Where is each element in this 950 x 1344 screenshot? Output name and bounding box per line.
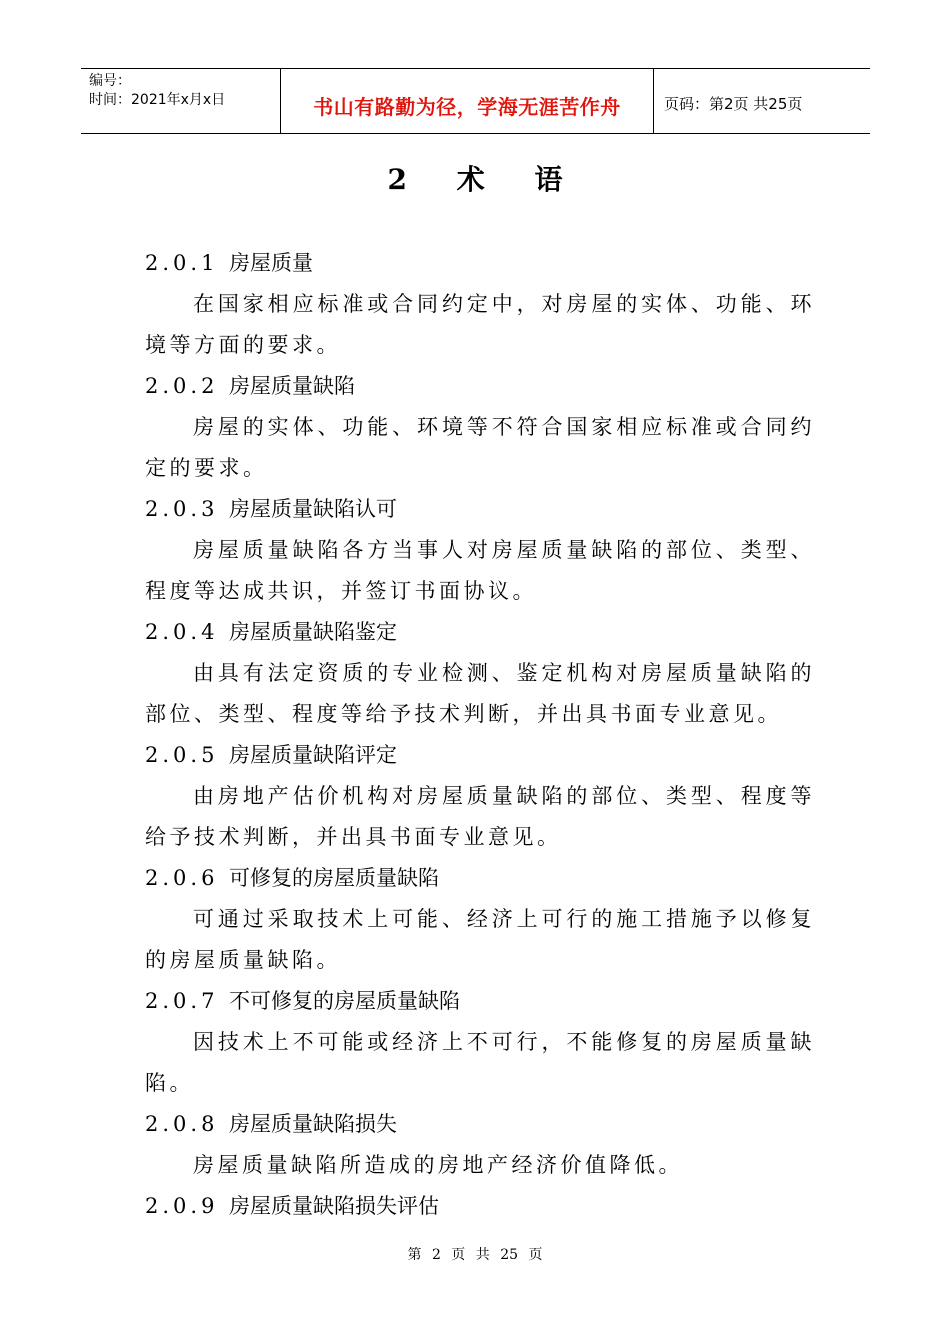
term-block: [145, 243, 815, 366]
term-heading: [145, 1186, 815, 1227]
term-number: 2.0.4: [145, 620, 219, 644]
term-heading: [145, 243, 815, 284]
term-definition: 由具有法定资质的专业检测、鉴定机构对房屋质量缺陷的部位、类型、程度等给予技术判断，并出具书面专业意见。: [145, 661, 815, 726]
term-number: 2.0.1: [145, 251, 219, 275]
header-page-cell: [654, 69, 870, 133]
term-definition: 因技术上不可能或经济上不可行，不能修复的房屋质量缺陷。: [145, 1030, 815, 1095]
section-title: 2 术 语: [387, 163, 583, 196]
header-motto: 书山有路勤为径，学海无涯苦作舟: [313, 94, 621, 119]
header-page-info: 页码：第2页 共25页: [664, 94, 803, 113]
term-block: [145, 489, 815, 612]
term-block: [145, 366, 815, 489]
time-label: 时间：2021年x月x日: [89, 92, 226, 108]
term-block: [145, 612, 815, 735]
term-block: [145, 858, 815, 981]
terms-content: [145, 243, 815, 1227]
term-number: 2.0.6: [145, 866, 219, 890]
term-name: 可修复的房屋质量缺陷: [229, 866, 439, 890]
term-heading: [145, 366, 815, 407]
term-number: 2.0.2: [145, 374, 219, 398]
term-heading: [145, 612, 815, 653]
term-name: 房屋质量缺陷: [229, 374, 355, 398]
page-header: [81, 68, 870, 134]
term-definition: 房屋质量缺陷各方当事人对房屋质量缺陷的部位、类型、程度等达成共识，并签订书面协议。: [145, 538, 815, 603]
header-motto-cell: [281, 69, 654, 133]
term-heading: [145, 735, 815, 776]
term-heading: [145, 858, 815, 899]
term-block: [145, 735, 815, 858]
term-name: 房屋质量: [229, 251, 313, 275]
term-block: [145, 1186, 815, 1227]
term-heading: [145, 489, 815, 530]
term-name: 不可修复的房屋质量缺陷: [229, 989, 460, 1013]
serial-label: 编号：: [89, 73, 131, 89]
term-definition: 由房地产估价机构对房屋质量缺陷的部位、类型、程度等给予技术判断，并出具书面专业意见。: [145, 784, 815, 849]
term-heading: [145, 981, 815, 1022]
term-number: 2.0.7: [145, 989, 219, 1013]
term-block: [145, 981, 815, 1104]
term-block: [145, 1104, 815, 1186]
term-heading: [145, 1104, 815, 1145]
term-name: 房屋质量缺陷认可: [229, 497, 397, 521]
term-definition: 房屋质量缺陷所造成的房地产经济价值降低。: [193, 1153, 683, 1177]
term-number: 2.0.3: [145, 497, 219, 521]
term-definition: 房屋的实体、功能、环境等不符合国家相应标准或合同约定的要求。: [145, 415, 815, 480]
header-meta-cell: [81, 69, 281, 133]
term-name: 房屋质量缺陷评定: [229, 743, 397, 767]
term-name: 房屋质量缺陷损失: [229, 1112, 397, 1136]
term-definition: 在国家相应标准或合同约定中，对房屋的实体、功能、环境等方面的要求。: [145, 292, 815, 357]
term-number: 2.0.8: [145, 1112, 219, 1136]
term-definition: 可通过采取技术上可能、经济上可行的施工措施予以修复的房屋质量缺陷。: [145, 907, 815, 972]
term-name: 房屋质量缺陷鉴定: [229, 620, 397, 644]
page-footer: 第 2 页 共 25 页: [407, 1247, 543, 1263]
term-number: 2.0.5: [145, 743, 219, 767]
term-number: 2.0.9: [145, 1194, 219, 1218]
term-name: 房屋质量缺陷损失评估: [229, 1194, 439, 1218]
